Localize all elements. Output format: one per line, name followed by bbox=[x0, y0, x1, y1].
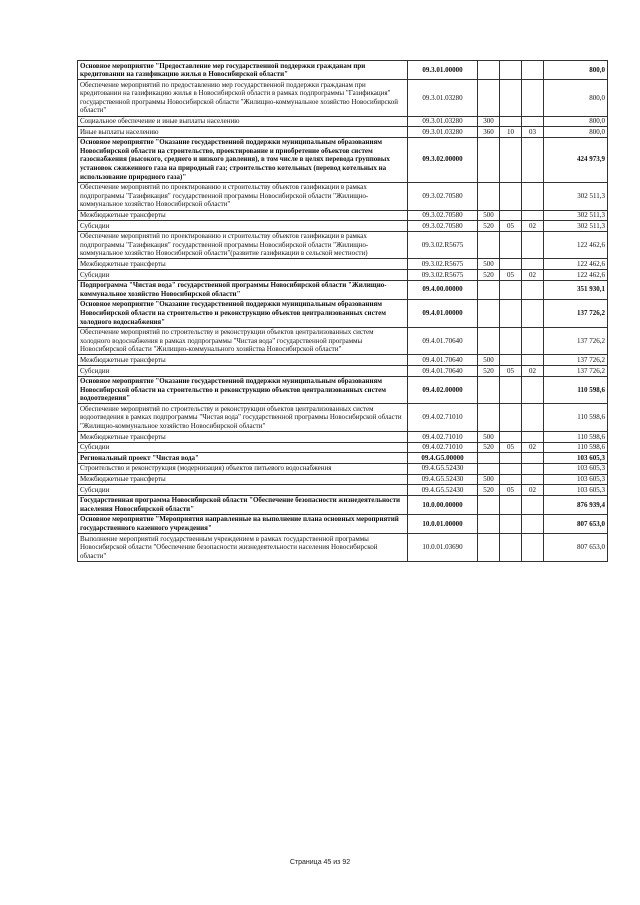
row-expense-type-cell bbox=[478, 182, 500, 210]
row-expense-type-cell bbox=[478, 534, 500, 562]
row-code-cell: 09.4.02.00000 bbox=[408, 376, 478, 404]
row-amount-cell: 800,0 bbox=[544, 61, 608, 80]
page-number-footer: Страница 45 из 92 bbox=[289, 859, 351, 866]
row-section-cell bbox=[500, 259, 522, 270]
row-section-cell bbox=[500, 137, 522, 182]
row-name-cell: Социальное обеспечение и иные выплаты населению bbox=[78, 116, 408, 127]
table-row bbox=[78, 137, 608, 182]
row-amount-cell: 302 511,3 bbox=[544, 210, 608, 221]
row-code-cell: 09.4.G5.00000 bbox=[408, 453, 478, 464]
row-name-cell: Обеспечение мероприятий по строительству и реконструкции объектов централизованных систем холодного водоснабжения в рамках подпрограммы "Чистая вода" государственной программы Новосибирской области "Жилищно-коммунального хозяйства Новосибирской области" bbox=[78, 327, 408, 355]
row-section-cell: 10 bbox=[500, 127, 522, 138]
row-amount-cell: 800,0 bbox=[544, 127, 608, 138]
row-code-cell: 09.3.02.R5675 bbox=[408, 270, 478, 281]
row-subsection-cell bbox=[522, 231, 544, 259]
row-name-cell: Основное мероприятие "Оказание государственной поддержки муниципальным образованиям Новосибирской области на строительство и реконструкцию объектов централизованных систем холодного водоснабжения" bbox=[78, 299, 408, 327]
row-expense-type-cell bbox=[478, 376, 500, 404]
row-expense-type-cell: 520 bbox=[478, 442, 500, 453]
row-code-cell: 09.4.02.71010 bbox=[408, 442, 478, 453]
row-code-cell: 10.0.01.03690 bbox=[408, 534, 478, 562]
table-row bbox=[78, 463, 608, 474]
row-subsection-cell: 02 bbox=[522, 485, 544, 496]
row-amount-cell: 807 653,0 bbox=[544, 514, 608, 533]
table-row bbox=[78, 495, 608, 514]
row-amount-cell: 800,0 bbox=[544, 116, 608, 127]
row-subsection-cell: 02 bbox=[522, 221, 544, 232]
row-amount-cell: 800,0 bbox=[544, 80, 608, 116]
table-row bbox=[78, 182, 608, 210]
row-name-cell: Межбюджетные трансферты bbox=[78, 432, 408, 443]
row-expense-type-cell bbox=[478, 514, 500, 533]
row-code-cell: 09.3.01.03280 bbox=[408, 80, 478, 116]
row-amount-cell: 103 605,3 bbox=[544, 485, 608, 496]
row-expense-type-cell bbox=[478, 463, 500, 474]
row-name-cell: Обеспечение мероприятий по проектированию и строительству объектов газификации в рамках подпрограммы "Газификация" государственной программы Новосибирской области "Жилищно-коммунальное хозяйство Новосибирской области"(развитие газификации в сельской местности) bbox=[78, 231, 408, 259]
row-section-cell bbox=[500, 514, 522, 533]
row-subsection-cell bbox=[522, 80, 544, 116]
row-code-cell: 09.3.02.R5675 bbox=[408, 231, 478, 259]
row-section-cell bbox=[500, 280, 522, 299]
row-amount-cell: 302 511,3 bbox=[544, 221, 608, 232]
row-section-cell bbox=[500, 182, 522, 210]
row-expense-type-cell: 520 bbox=[478, 366, 500, 377]
row-subsection-cell: 02 bbox=[522, 442, 544, 453]
row-name-cell: Межбюджетные трансферты bbox=[78, 210, 408, 221]
row-expense-type-cell: 500 bbox=[478, 432, 500, 443]
row-section-cell bbox=[500, 355, 522, 366]
row-code-cell: 10.0.01.00000 bbox=[408, 514, 478, 533]
table-row bbox=[78, 514, 608, 533]
row-subsection-cell bbox=[522, 61, 544, 80]
row-amount-cell: 110 598,6 bbox=[544, 442, 608, 453]
row-subsection-cell bbox=[522, 259, 544, 270]
row-name-cell: Основное мероприятие "Мероприятия направленные на выполнение плана основных мероприятий государственного казенного учреждения" bbox=[78, 514, 408, 533]
table-row bbox=[78, 366, 608, 377]
row-code-cell: 09.3.02.70580 bbox=[408, 210, 478, 221]
row-code-cell: 09.3.01.00000 bbox=[408, 61, 478, 80]
row-subsection-cell bbox=[522, 453, 544, 464]
row-expense-type-cell: 360 bbox=[478, 127, 500, 138]
row-expense-type-cell bbox=[478, 80, 500, 116]
row-code-cell: 09.4.01.70640 bbox=[408, 327, 478, 355]
table-row bbox=[78, 231, 608, 259]
row-subsection-cell bbox=[522, 182, 544, 210]
table-row bbox=[78, 355, 608, 366]
row-subsection-cell bbox=[522, 299, 544, 327]
row-subsection-cell bbox=[522, 327, 544, 355]
row-expense-type-cell: 520 bbox=[478, 270, 500, 281]
table-row bbox=[78, 280, 608, 299]
row-code-cell: 09.4.01.70640 bbox=[408, 355, 478, 366]
row-expense-type-cell bbox=[478, 453, 500, 464]
row-code-cell: 09.4.02.71010 bbox=[408, 404, 478, 432]
row-expense-type-cell: 500 bbox=[478, 259, 500, 270]
row-expense-type-cell bbox=[478, 327, 500, 355]
row-name-cell: Субсидии bbox=[78, 485, 408, 496]
row-amount-cell: 351 930,1 bbox=[544, 280, 608, 299]
row-subsection-cell bbox=[522, 404, 544, 432]
row-code-cell: 09.3.01.03280 bbox=[408, 116, 478, 127]
row-subsection-cell bbox=[522, 534, 544, 562]
row-code-cell: 09.3.02.R5675 bbox=[408, 259, 478, 270]
row-name-cell: Строительство и реконструкция (модернизация) объектов питьевого водоснабжения bbox=[78, 463, 408, 474]
row-name-cell: Межбюджетные трансферты bbox=[78, 355, 408, 366]
table-row bbox=[78, 210, 608, 221]
row-amount-cell: 122 462,6 bbox=[544, 270, 608, 281]
budget-table bbox=[77, 60, 608, 562]
row-name-cell: Основное мероприятие "Оказание государственной поддержки муниципальным образованиям Новосибирской области на строительство, проектирование и приобретение объектов систем газоснабжения (высокого, среднего и низкого давления), в том числе в целях перевода групповых установок сжиженного газа на природный газ; строительство котельных (перевод котельных на использование природного газа)" bbox=[78, 137, 408, 182]
table-row bbox=[78, 376, 608, 404]
row-name-cell: Обеспечение мероприятий по предоставлению мер государственной поддержки гражданам при кредитовании на газификацию жилья в Новосибирской области в рамках подпрограммы "Газификация" государственной программы Новосибирской области "Жилищно-коммунальное хозяйство Новосибирской области" bbox=[78, 80, 408, 116]
row-expense-type-cell: 500 bbox=[478, 210, 500, 221]
row-amount-cell: 137 726,2 bbox=[544, 299, 608, 327]
row-amount-cell: 807 653,0 bbox=[544, 534, 608, 562]
row-amount-cell: 103 605,3 bbox=[544, 453, 608, 464]
row-expense-type-cell bbox=[478, 61, 500, 80]
row-section-cell bbox=[500, 474, 522, 485]
row-name-cell: Иные выплаты населению bbox=[78, 127, 408, 138]
row-name-cell: Межбюджетные трансферты bbox=[78, 474, 408, 485]
row-subsection-cell bbox=[522, 355, 544, 366]
row-code-cell: 09.4.G5.52430 bbox=[408, 485, 478, 496]
row-section-cell: 05 bbox=[500, 270, 522, 281]
row-code-cell: 09.3.02.70580 bbox=[408, 221, 478, 232]
row-name-cell: Основное мероприятие "Оказание государственной поддержки муниципальным образованиям Новосибирской области на строительство и реконструкцию объектов централизованных систем водоотведения" bbox=[78, 376, 408, 404]
row-amount-cell: 110 598,6 bbox=[544, 404, 608, 432]
row-expense-type-cell: 500 bbox=[478, 474, 500, 485]
row-subsection-cell bbox=[522, 137, 544, 182]
row-name-cell: Субсидии bbox=[78, 221, 408, 232]
row-name-cell: Межбюджетные трансферты bbox=[78, 259, 408, 270]
table-body bbox=[78, 61, 608, 562]
row-subsection-cell bbox=[522, 280, 544, 299]
row-expense-type-cell: 500 bbox=[478, 355, 500, 366]
row-amount-cell: 122 462,6 bbox=[544, 231, 608, 259]
row-subsection-cell bbox=[522, 514, 544, 533]
row-subsection-cell bbox=[522, 116, 544, 127]
row-expense-type-cell bbox=[478, 495, 500, 514]
row-expense-type-cell bbox=[478, 231, 500, 259]
table-row bbox=[78, 80, 608, 116]
row-code-cell: 09.4.01.70640 bbox=[408, 366, 478, 377]
row-amount-cell: 110 598,6 bbox=[544, 432, 608, 443]
row-subsection-cell: 02 bbox=[522, 366, 544, 377]
row-code-cell: 09.3.01.03280 bbox=[408, 127, 478, 138]
row-section-cell bbox=[500, 231, 522, 259]
row-expense-type-cell: 520 bbox=[478, 485, 500, 496]
table-row bbox=[78, 221, 608, 232]
row-code-cell: 10.0.00.00000 bbox=[408, 495, 478, 514]
row-name-cell: Государственная программа Новосибирской области "Обеспечение безопасности жизнедеятельности населения Новосибирской области" bbox=[78, 495, 408, 514]
row-name-cell: Основное мероприятие "Предоставление мер государственной поддержки гражданам при кредитовании на газификацию жилья в Новосибирской области" bbox=[78, 61, 408, 80]
row-name-cell: Обеспечение мероприятий по строительству и реконструкции объектов централизованных систем водоотведения в рамках подпрограммы "Чистая вода" государственной программы Новосибирской области "Жилищно-коммунальное хозяйство Новосибирской области" bbox=[78, 404, 408, 432]
row-expense-type-cell bbox=[478, 404, 500, 432]
row-subsection-cell bbox=[522, 376, 544, 404]
row-section-cell bbox=[500, 453, 522, 464]
table-row bbox=[78, 299, 608, 327]
row-section-cell bbox=[500, 210, 522, 221]
row-section-cell: 05 bbox=[500, 442, 522, 453]
row-name-cell: Выполнение мероприятий государственным учреждением в рамках государственной программы Новосибирской области "Обеспечение безопасности жизнедеятельности населения Новосибирской области" bbox=[78, 534, 408, 562]
row-amount-cell: 103 605,3 bbox=[544, 463, 608, 474]
row-expense-type-cell bbox=[478, 280, 500, 299]
row-section-cell: 05 bbox=[500, 485, 522, 496]
row-name-cell: Подпрограмма "Чистая вода" государственной программы Новосибирской области "Жилищно-коммунальное хозяйство Новосибирской области" bbox=[78, 280, 408, 299]
table-row bbox=[78, 127, 608, 138]
row-amount-cell: 876 939,4 bbox=[544, 495, 608, 514]
row-code-cell: 09.4.00.00000 bbox=[408, 280, 478, 299]
row-subsection-cell: 02 bbox=[522, 270, 544, 281]
row-amount-cell: 302 511,3 bbox=[544, 182, 608, 210]
table-row bbox=[78, 116, 608, 127]
row-subsection-cell bbox=[522, 432, 544, 443]
table-row bbox=[78, 534, 608, 562]
row-name-cell: Субсидии bbox=[78, 442, 408, 453]
row-expense-type-cell bbox=[478, 137, 500, 182]
row-expense-type-cell: 300 bbox=[478, 116, 500, 127]
row-section-cell bbox=[500, 376, 522, 404]
row-amount-cell: 137 726,2 bbox=[544, 327, 608, 355]
row-section-cell bbox=[500, 116, 522, 127]
row-subsection-cell: 03 bbox=[522, 127, 544, 138]
row-section-cell bbox=[500, 61, 522, 80]
row-amount-cell: 137 726,2 bbox=[544, 355, 608, 366]
table-row bbox=[78, 453, 608, 464]
row-section-cell bbox=[500, 495, 522, 514]
row-section-cell bbox=[500, 327, 522, 355]
row-section-cell bbox=[500, 404, 522, 432]
table-row bbox=[78, 270, 608, 281]
row-amount-cell: 110 598,6 bbox=[544, 376, 608, 404]
table-row bbox=[78, 404, 608, 432]
row-section-cell: 05 bbox=[500, 366, 522, 377]
row-amount-cell: 122 462,6 bbox=[544, 259, 608, 270]
table-row bbox=[78, 432, 608, 443]
row-code-cell: 09.3.02.70580 bbox=[408, 182, 478, 210]
row-expense-type-cell bbox=[478, 299, 500, 327]
table-row bbox=[78, 327, 608, 355]
table-row bbox=[78, 485, 608, 496]
row-code-cell: 09.3.02.00000 bbox=[408, 137, 478, 182]
row-amount-cell: 424 973,9 bbox=[544, 137, 608, 182]
row-name-cell: Субсидии bbox=[78, 270, 408, 281]
table-row bbox=[78, 442, 608, 453]
row-section-cell bbox=[500, 299, 522, 327]
row-code-cell: 09.4.G5.52430 bbox=[408, 474, 478, 485]
row-expense-type-cell: 520 bbox=[478, 221, 500, 232]
row-section-cell bbox=[500, 534, 522, 562]
row-amount-cell: 103 605,3 bbox=[544, 474, 608, 485]
row-name-cell: Обеспечение мероприятий по проектированию и строительству объектов газификации в рамках подпрограммы "Газификация" государственной программы Новосибирской области "Жилищно-коммунальное хозяйство Новосибирской области" bbox=[78, 182, 408, 210]
row-code-cell: 09.4.G5.52430 bbox=[408, 463, 478, 474]
table-row bbox=[78, 474, 608, 485]
row-code-cell: 09.4.01.00000 bbox=[408, 299, 478, 327]
row-subsection-cell bbox=[522, 463, 544, 474]
row-code-cell: 09.4.02.71010 bbox=[408, 432, 478, 443]
table-row bbox=[78, 61, 608, 80]
row-subsection-cell bbox=[522, 495, 544, 514]
row-section-cell bbox=[500, 80, 522, 116]
row-section-cell bbox=[500, 432, 522, 443]
row-section-cell bbox=[500, 463, 522, 474]
row-name-cell: Субсидии bbox=[78, 366, 408, 377]
row-section-cell: 05 bbox=[500, 221, 522, 232]
row-name-cell: Региональный проект "Чистая вода" bbox=[78, 453, 408, 464]
table-row bbox=[78, 259, 608, 270]
row-subsection-cell bbox=[522, 474, 544, 485]
row-amount-cell: 137 726,2 bbox=[544, 366, 608, 377]
row-subsection-cell bbox=[522, 210, 544, 221]
